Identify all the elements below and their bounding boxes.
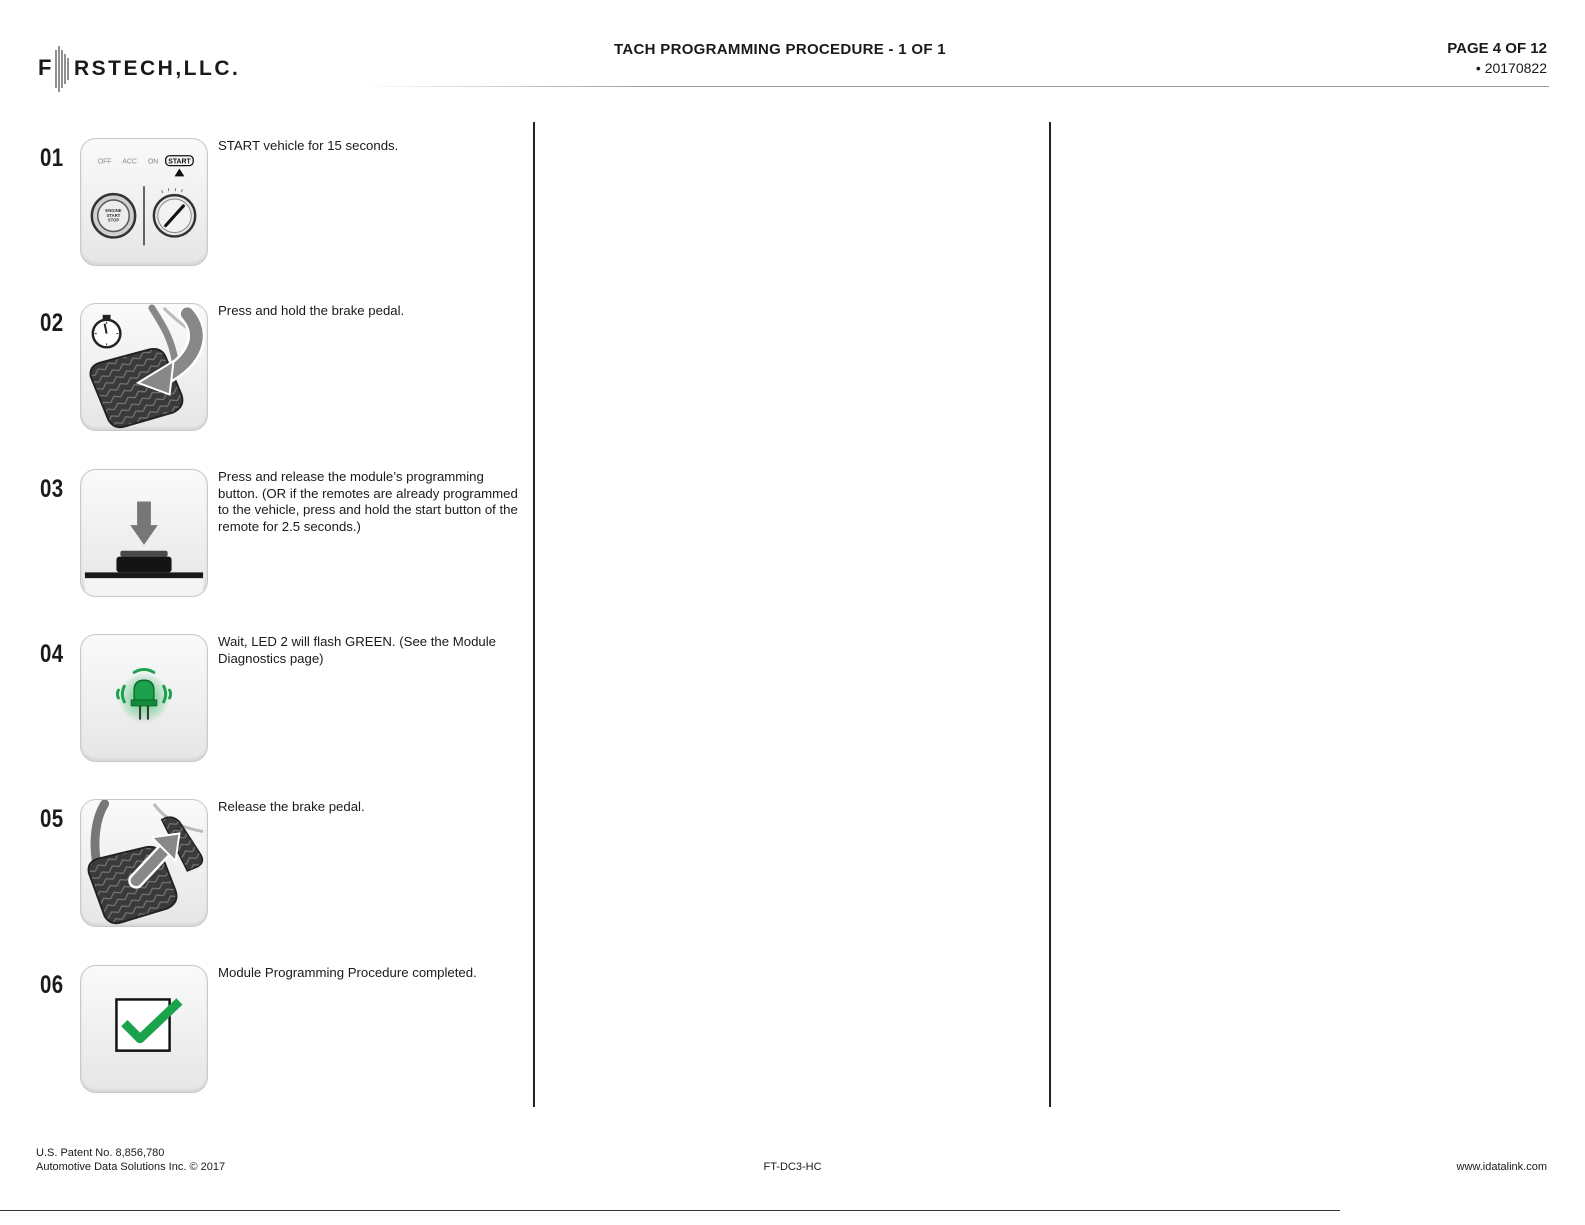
svg-text:F: F bbox=[38, 55, 52, 80]
model-number: FT-DC3-HC bbox=[763, 1161, 822, 1173]
step-02 bbox=[40, 303, 510, 435]
step-04 bbox=[40, 634, 510, 766]
svg-text:ENGINE: ENGINE bbox=[105, 207, 122, 213]
ignition-start-icon bbox=[80, 138, 208, 266]
step-instruction: START vehicle for 15 seconds. bbox=[218, 138, 399, 153]
header-rule bbox=[360, 86, 1549, 87]
step-number: 04 bbox=[40, 640, 64, 668]
step-instruction: Press and hold the brake pedal. bbox=[218, 303, 405, 318]
label-start: START bbox=[168, 158, 191, 166]
programming-button-icon bbox=[80, 469, 208, 597]
svg-text:START: START bbox=[106, 212, 121, 218]
step-number: 05 bbox=[40, 805, 64, 833]
page-number: PAGE 4 OF 12 bbox=[1447, 40, 1547, 57]
step-instruction: Module Programming Procedure completed. bbox=[218, 965, 477, 980]
column-divider bbox=[533, 122, 535, 1107]
step-number: 01 bbox=[40, 144, 64, 172]
step-instruction: Release the brake pedal. bbox=[218, 799, 365, 814]
firstech-logo bbox=[36, 40, 276, 96]
step-06 bbox=[40, 965, 510, 1097]
website-link: www.idatalink.com bbox=[1456, 1161, 1547, 1173]
column-divider bbox=[1049, 122, 1051, 1107]
label-acc: ACC bbox=[122, 158, 137, 166]
label-on: ON bbox=[147, 158, 159, 166]
green-led-icon bbox=[80, 634, 208, 762]
label-off: OFF bbox=[97, 158, 112, 166]
brake-pedal-release-icon bbox=[80, 799, 208, 927]
document-date: • 20170822 bbox=[1475, 60, 1547, 76]
patent-number: U.S. Patent No. 8,856,780 bbox=[36, 1147, 165, 1159]
page-title: TACH PROGRAMMING PROCEDURE - 1 OF 1 bbox=[614, 41, 946, 58]
checkmark-icon bbox=[80, 965, 208, 1093]
step-number: 03 bbox=[40, 475, 64, 503]
svg-text:STOP: STOP bbox=[107, 217, 120, 223]
step-05 bbox=[40, 799, 510, 931]
step-number: 06 bbox=[40, 971, 64, 999]
footer-legal bbox=[36, 1146, 225, 1174]
step-instruction: Press and release the module’s programming button. (OR if the remotes are already programmed to the vehicle, press and hold the start button of the remote for 2.5 seconds.) bbox=[218, 469, 518, 534]
bottom-rule bbox=[0, 1210, 1340, 1211]
step-03 bbox=[40, 469, 518, 601]
svg-text:RSTECH,LLC.: RSTECH,LLC. bbox=[74, 57, 241, 80]
brake-pedal-press-icon bbox=[80, 303, 208, 431]
step-instruction: Wait, LED 2 will flash GREEN. (See the Module Diagnostics page) bbox=[218, 634, 497, 666]
copyright: Automotive Data Solutions Inc. © 2017 bbox=[36, 1161, 226, 1173]
step-01 bbox=[40, 138, 510, 270]
step-number: 02 bbox=[40, 309, 64, 337]
